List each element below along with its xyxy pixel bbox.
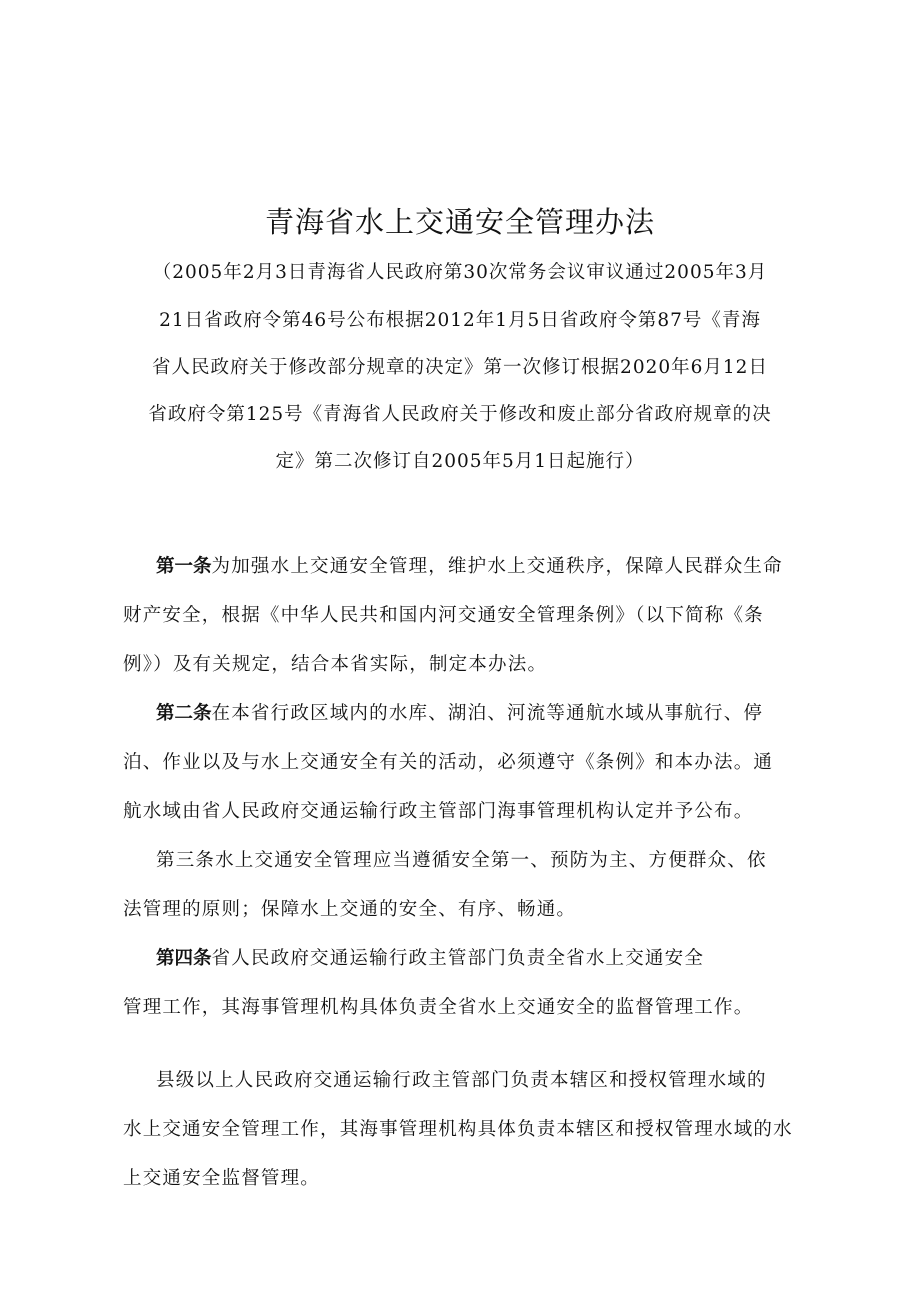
paragraph-line: 县级以上人民政府交通运输行政主管部门负责本辖区和授权管理水域的	[156, 1070, 767, 1091]
article-label: 第二条	[156, 703, 212, 724]
article-label: 第一条	[156, 556, 212, 577]
article-line: 法管理的原则；保障水上交通的安全、有序、畅通。	[123, 899, 577, 920]
paragraph-line: 水上交通安全管理工作，其海事管理机构具体负责本辖区和授权管理水域的水	[123, 1119, 793, 1140]
subtitle-line: 21日省政府令第46号公布根据2012年1月5日省政府令第87号《青海	[159, 310, 761, 331]
article-line: 第三条水上交通安全管理应当遵循安全第一、预防为主、方便群众、依	[156, 850, 767, 871]
subtitle-line: 省人民政府关于修改部分规章的决定》第一次修订根据2020年6月12日	[152, 357, 768, 378]
subtitle-line: 省政府令第125号《青海省人民政府关于修改和废止部分省政府规章的决	[148, 404, 772, 425]
paragraph-line: 上交通安全监督管理。	[123, 1168, 321, 1189]
document-title: 青海省水上交通安全管理办法	[264, 205, 655, 239]
article-text: 在本省行政区域内的水库、湖泊、河流等通航水域从事航行、停	[211, 703, 764, 724]
article-line: 财产安全，根据《中华人民共和国内河交通安全管理条例》（以下简称《条	[123, 605, 764, 626]
article-line: 例》）及有关规定，结合本省实际，制定本办法。	[123, 654, 548, 675]
article-line	[156, 699, 763, 729]
article-label: 第四条	[156, 948, 212, 969]
subtitle-line: （2005年2月3日青海省人民政府第30次常务会议审议通过2005年3月	[152, 262, 768, 283]
article-line: 泊、作业以及与水上交通安全有关的活动，必须遵守《条例》和本办法。通	[123, 752, 774, 773]
subtitle-line: 定》第二次修订自2005年5月1日起施行）	[275, 451, 645, 472]
article-line	[156, 944, 704, 974]
article-text: 省人民政府交通运输行政主管部门负责全省水上交通安全	[211, 948, 705, 969]
article-line: 航水域由省人民政府交通运输行政主管部门海事管理机构认定并予公布。	[123, 801, 754, 822]
article-text: 为加强水上交通安全管理，维护水上交通秩序，保障人民群众生命	[211, 556, 783, 577]
article-line: 管理工作，其海事管理机构具体负责全省水上交通安全的监督管理工作。	[123, 997, 754, 1018]
article-line	[156, 552, 783, 582]
